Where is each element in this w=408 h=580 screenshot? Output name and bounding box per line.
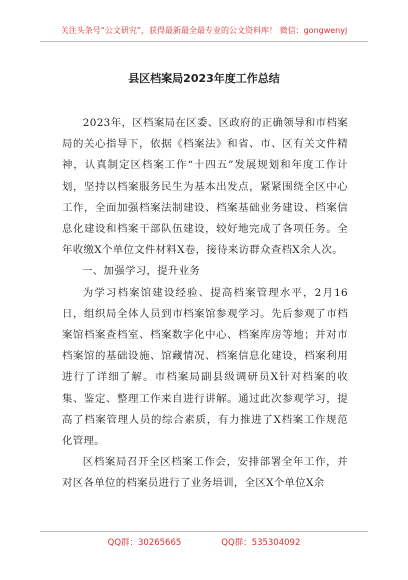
header-banner: 关注头条号“公文研究”，获得最新最全最专业的公文资料库！ 微信：gongwenyj — [60, 26, 348, 35]
section-heading: 一、加强学习，提升业务 — [82, 265, 201, 278]
paragraph-study: 为学习档案馆建设经验、提高档案管理水平，2月16日，组织局全体人员到市档案馆参观学习。先后参观了市档案馆档案查档室、档案数字化中心、档案库房等地；并对市档案馆的基础设施、馆藏情况、档案信息化建设，档案利用进行了详细了解。市档案局副县级调研员X针对档案的收集、鉴定、整理工作来自进行讲解。通过此次参观学习，提高了档案管理人员的综合素质，有力推进了X档案工作规范化管理。 — [62, 286, 348, 448]
footer-divider — [40, 531, 368, 532]
paragraph-intro: 2023年，区档案局在区委、区政府的正确领导和市档案局的关心指导下，依据《档案法》和省、市、区有关文件精神，认真制定区档案工作“十四五”发展规划和年度工作计划，坚持以档案服务民生为基本出发点，紧紧围绕全区中心工作，全面加强档案法制建设、档案基础业务建设、档案信息化建设和档案干部队伍建设，较好地完成了各项任务。全年收缴X个单位文件材料X卷，接待来访群众查档X余人次。 — [62, 117, 348, 257]
document-title: 县区档案局2023年度工作总结 — [128, 72, 280, 85]
footer-qq-group-1: QQ群：30265665 — [107, 538, 182, 548]
document-body — [62, 113, 348, 495]
header-divider — [40, 41, 368, 42]
paragraph-meeting: 区档案局召开全区档案工作会，安排部署全年工作，并对区各单位的档案员进行了业务培训，全区X个单位X余 — [62, 456, 348, 490]
footer-qq-group-2: QQ群：535304092 — [221, 538, 301, 548]
footer-contacts — [0, 536, 408, 548]
